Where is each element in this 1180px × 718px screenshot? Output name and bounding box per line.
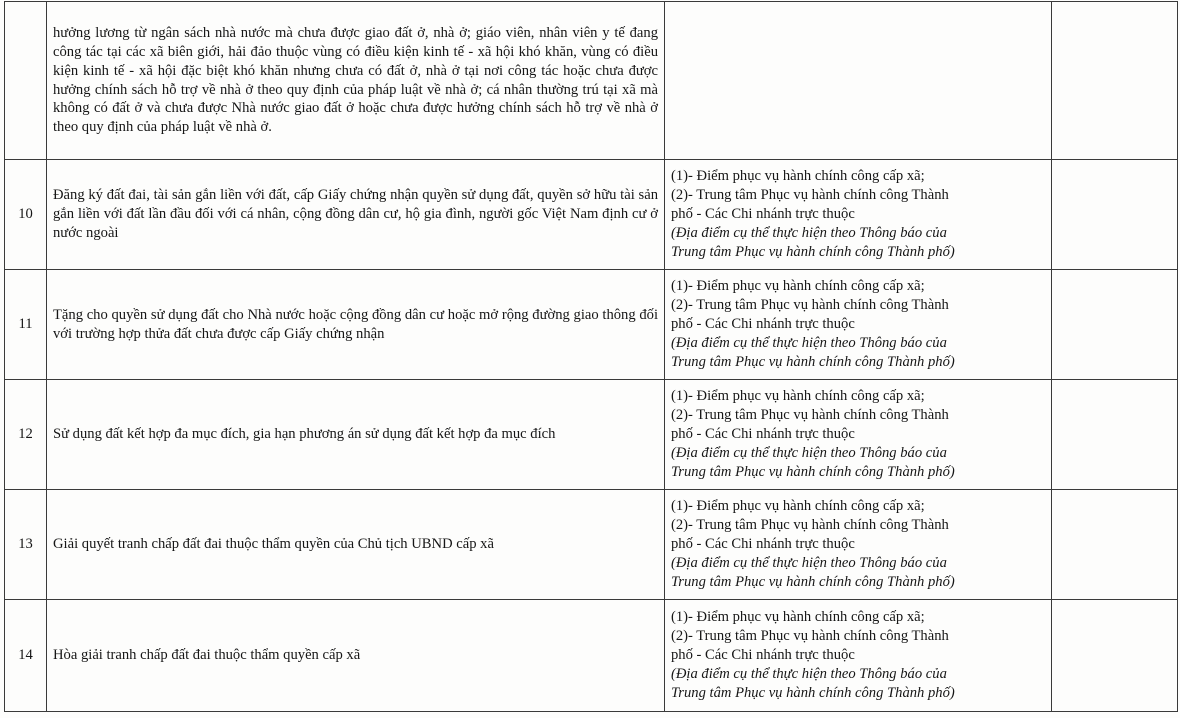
- table-row: [5, 380, 1178, 490]
- row-number-cell: 12: [5, 380, 47, 490]
- place-city-center: (2)- Trung tâm Phục vụ hành chính công Thành: [671, 517, 949, 534]
- place-commune-point: (1)- Điểm phục vụ hành chính công cấp xã;: [671, 388, 925, 405]
- place-city-center: (2)- Trung tâm Phục vụ hành chính công Thành: [671, 628, 949, 645]
- procedure-name-cell: Tặng cho quyền sử dụng đất cho Nhà nước hoặc cộng đồng dân cư hoặc mở rộng đường giao thông đối với trường hợp thửa đất chưa được cấp Giấy chứng nhận: [47, 270, 665, 380]
- procedure-name-cell: Hòa giải tranh chấp đất đai thuộc thẩm quyền cấp xã: [47, 600, 665, 712]
- place-commune-point: (1)- Điểm phục vụ hành chính công cấp xã;: [671, 609, 925, 626]
- table-row-continuation: [5, 2, 1178, 160]
- place-city-center: (2)- Trung tâm Phục vụ hành chính công Thành: [671, 187, 949, 204]
- note-cell-empty: [1052, 160, 1178, 270]
- procedure-name-cell: Giải quyết tranh chấp đất đai thuộc thẩm quyền của Chủ tịch UBND cấp xã: [47, 490, 665, 600]
- row-number-cell: 14: [5, 600, 47, 712]
- service-place-cell: [665, 600, 1052, 712]
- place-note-line-2: Trung tâm Phục vụ hành chính công Thành phố): [671, 243, 955, 260]
- service-place-cell: [665, 160, 1052, 270]
- table-row: [5, 600, 1178, 712]
- place-note-line-1: (Địa điểm cụ thể thực hiện theo Thông báo của: [671, 444, 947, 461]
- place-note-line-2: Trung tâm Phục vụ hành chính công Thành phố): [671, 573, 955, 590]
- place-cell-empty: [665, 2, 1052, 160]
- row-number-cell: 10: [5, 160, 47, 270]
- note-cell-empty: [1052, 380, 1178, 490]
- place-commune-point: (1)- Điểm phục vụ hành chính công cấp xã;: [671, 168, 925, 185]
- place-note-line-1: (Địa điểm cụ thể thực hiện theo Thông báo của: [671, 224, 947, 241]
- service-place-cell: [665, 380, 1052, 490]
- service-place-cell: [665, 490, 1052, 600]
- place-city-center: (2)- Trung tâm Phục vụ hành chính công Thành: [671, 407, 949, 424]
- place-city-branches: phố - Các Chi nhánh trực thuộc: [671, 316, 855, 333]
- procedure-name-cell: hưởng lương từ ngân sách nhà nước mà chưa được giao đất ở, nhà ở; giáo viên, nhân viên y tế đang công tác tại các xã biên giới, hải đảo thuộc vùng có điều kiện kinh tế - xã hội khó khăn, vùng có điều kiện kinh tế - xã hội đặc biệt khó khăn nhưng chưa có đất ở, nhà ở tại nơi công tác hoặc chưa được hưởng chính sách hỗ trợ về nhà ở theo quy định của pháp luật về nhà ở; cá nhân thường trú tại xã mà không có đất ở và chưa được Nhà nước giao đất ở hoặc chưa được hưởng chính sách hỗ trợ về nhà ở theo quy định của pháp luật về nhà ở.: [47, 2, 665, 160]
- place-note-line-2: Trung tâm Phục vụ hành chính công Thành phố): [671, 463, 955, 480]
- note-cell-empty: [1052, 270, 1178, 380]
- place-note-line-1: (Địa điểm cụ thể thực hiện theo Thông báo của: [671, 554, 947, 571]
- table-row: [5, 270, 1178, 380]
- place-commune-point: (1)- Điểm phục vụ hành chính công cấp xã;: [671, 278, 925, 295]
- note-cell-empty: [1052, 490, 1178, 600]
- row-number-cell: [5, 2, 47, 160]
- place-note-line-2: Trung tâm Phục vụ hành chính công Thành phố): [671, 353, 955, 370]
- note-cell-empty: [1052, 600, 1178, 712]
- place-city-branches: phố - Các Chi nhánh trực thuộc: [671, 536, 855, 553]
- note-cell-empty: [1052, 2, 1178, 160]
- place-commune-point: (1)- Điểm phục vụ hành chính công cấp xã;: [671, 498, 925, 515]
- place-city-center: (2)- Trung tâm Phục vụ hành chính công Thành: [671, 297, 949, 314]
- procedure-name-cell: Đăng ký đất đai, tài sản gắn liền với đất, cấp Giấy chứng nhận quyền sử dụng đất, quyền sở hữu tài sản gắn liền với đất lần đầu đối với cá nhân, cộng đồng dân cư, hộ gia đình, người gốc Việt Nam định cư ở nước ngoài: [47, 160, 665, 270]
- place-city-branches: phố - Các Chi nhánh trực thuộc: [671, 206, 855, 223]
- place-note-line-1: (Địa điểm cụ thể thực hiện theo Thông báo của: [671, 665, 947, 682]
- table-row: [5, 160, 1178, 270]
- place-city-branches: phố - Các Chi nhánh trực thuộc: [671, 426, 855, 443]
- administrative-procedures-table: [4, 1, 1178, 712]
- row-number-cell: 13: [5, 490, 47, 600]
- row-number-cell: 11: [5, 270, 47, 380]
- place-city-branches: phố - Các Chi nhánh trực thuộc: [671, 647, 855, 664]
- procedure-name-cell: Sử dụng đất kết hợp đa mục đích, gia hạn phương án sử dụng đất kết hợp đa mục đích: [47, 380, 665, 490]
- place-note-line-1: (Địa điểm cụ thể thực hiện theo Thông báo của: [671, 334, 947, 351]
- place-note-line-2: Trung tâm Phục vụ hành chính công Thành phố): [671, 684, 955, 701]
- service-place-cell: [665, 270, 1052, 380]
- table-row: [5, 490, 1178, 600]
